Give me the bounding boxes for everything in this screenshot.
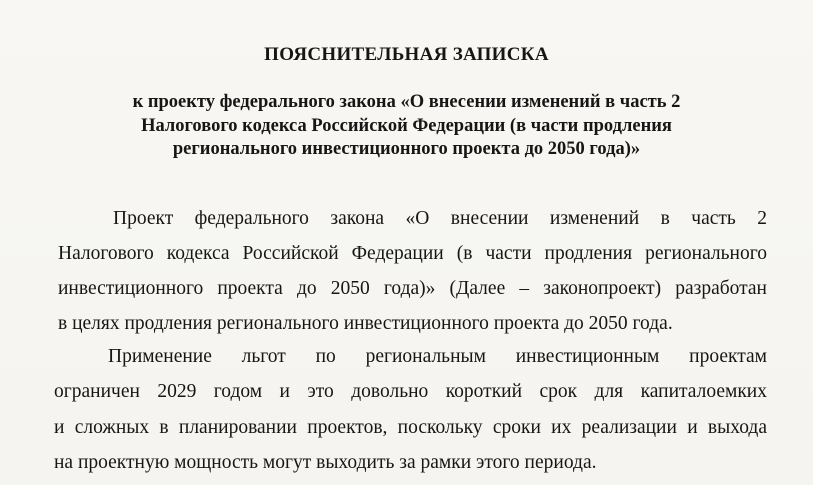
subtitle-line-1: к проекту федерального закона «О внесении изменений в часть 2 — [132, 92, 681, 112]
subtitle-line-3: регионального инвестиционного проекта до 2050 года)» — [172, 139, 641, 159]
paragraph-2-line-2: ограничен 2029 годом и это довольно короткий срок для капиталоемких — [54, 381, 767, 402]
paragraph-1-line-1: Проект федерального закона «О внесении изменений в часть 2 — [113, 208, 767, 229]
paragraph-2-line-3: и сложных в планировании проектов, поскольку сроки их реализации и выхода — [54, 417, 767, 438]
paragraph-1-line-2: Налогового кодекса Российской Федерации (в части продления регионального — [58, 243, 767, 264]
document-title: ПОЯСНИТЕЛЬНАЯ ЗАПИСКА — [264, 44, 549, 65]
subtitle-line-2: Налогового кодекса Российской Федерации (в части продления — [141, 116, 672, 136]
paragraph-2-line-4: на проектную мощность могут выходить за рамки этого периода. — [54, 452, 597, 473]
paragraph-1-line-3: инвестиционного проекта до 2050 года)» (Далее – законопроект) разработан — [58, 278, 767, 299]
paragraph-1-line-4: в целях продления регионального инвестиционного проекта до 2050 года. — [58, 313, 673, 334]
paragraph-2-line-1: Применение льгот по региональным инвестиционным проектам — [108, 346, 767, 367]
